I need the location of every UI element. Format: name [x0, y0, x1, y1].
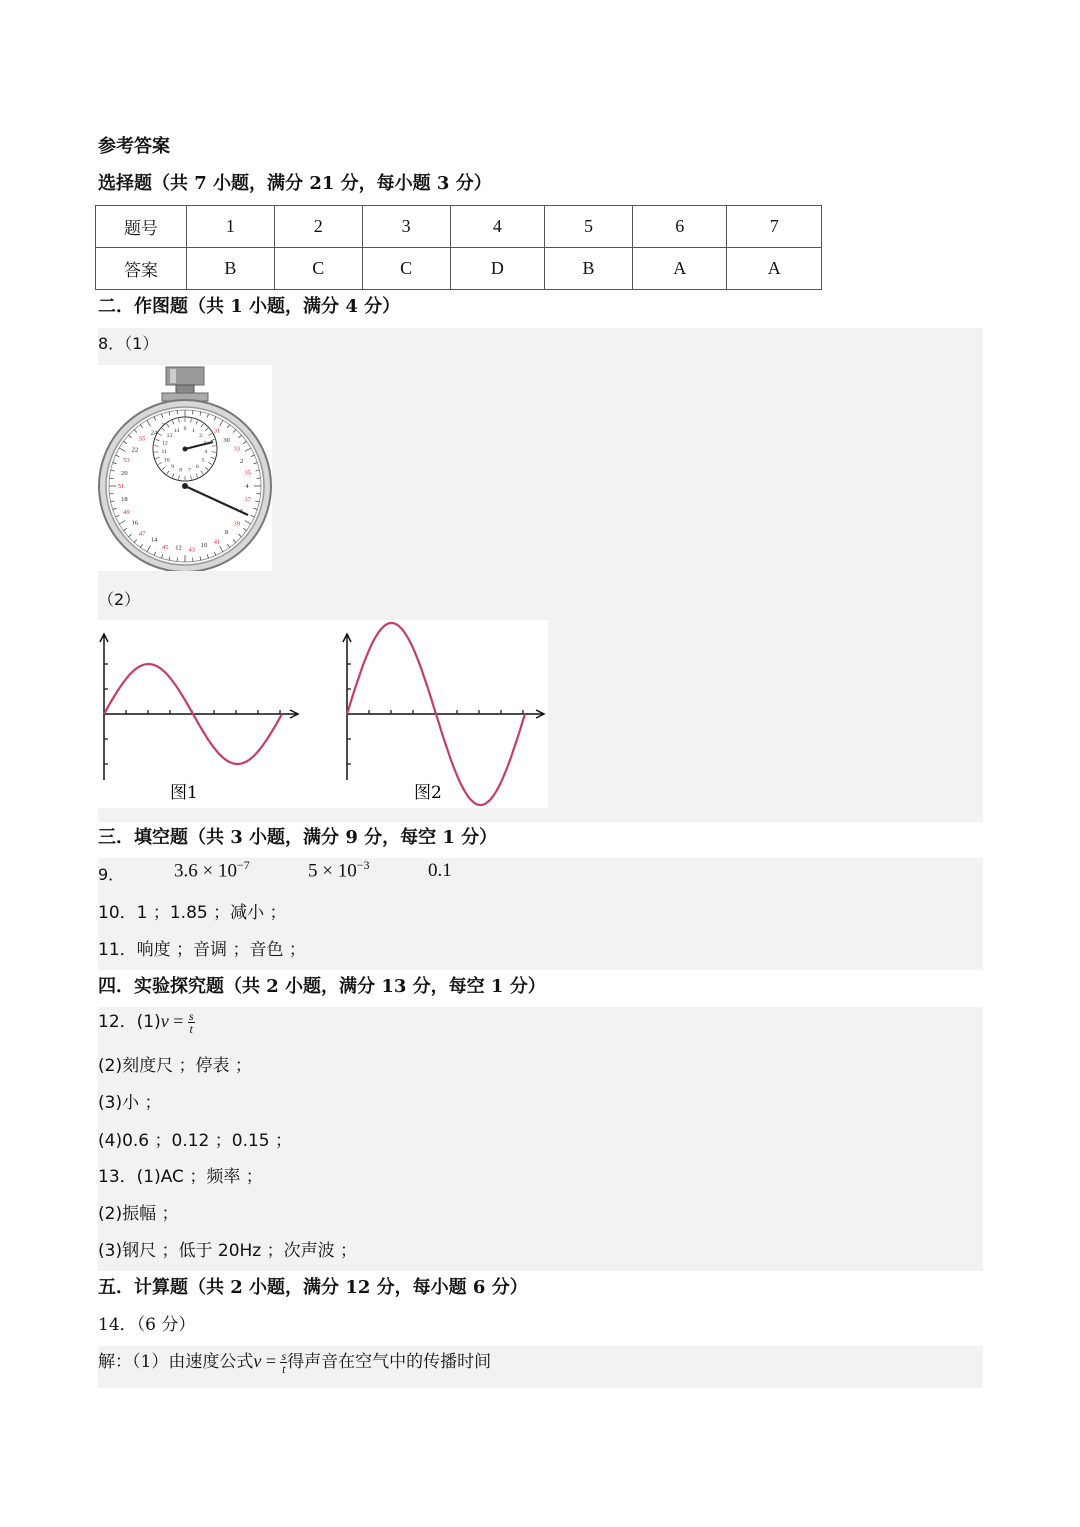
- inner-dial-label: 8: [179, 467, 183, 474]
- wave-figures: [98, 620, 548, 808]
- q14-var: v: [253, 1351, 262, 1371]
- dial-seconds-label: 35: [244, 469, 251, 477]
- dial-seconds-label: 33: [233, 445, 241, 453]
- table-header-cell: 答案: [96, 248, 187, 290]
- inner-dial-label: 2: [199, 432, 202, 439]
- table-row: [96, 248, 822, 290]
- q9-answer-2: [308, 858, 370, 882]
- section-drawing-title: 二．作图题（共 1 小题，满分 4 分）: [98, 296, 401, 317]
- dial-seconds-label: 45: [161, 543, 169, 551]
- table-cell: C: [362, 248, 450, 290]
- figure1-caption: 图1: [170, 783, 198, 803]
- dial-seconds-label: 49: [123, 509, 130, 517]
- dial-minor-label: 24: [150, 429, 158, 437]
- q8-label: 8．（1）: [98, 334, 159, 353]
- inner-dial-label: 7: [187, 467, 191, 474]
- q12-prefix: 12．(1): [98, 1012, 161, 1032]
- q9-answer-1: [174, 858, 250, 882]
- table-cell: 7: [727, 206, 822, 248]
- q14-eq: =: [261, 1351, 281, 1371]
- q14-prefix: 解：（1）由速度公式: [98, 1352, 254, 1372]
- dial-minor-label: 20: [121, 470, 128, 478]
- q8-part2-label: （2）: [98, 590, 141, 609]
- q12-2-answer: (2)刻度尺 ；停表 ；: [98, 1056, 252, 1076]
- dial-seconds-label: 51: [117, 483, 125, 490]
- inner-dial-label: 0: [183, 426, 187, 432]
- dial-minor-label: 16: [131, 519, 139, 527]
- q11-answer: 11．响度 ；音调 ；音色 ；: [98, 940, 306, 960]
- inner-dial-label: 13: [166, 432, 173, 439]
- section-calc-title: 五．计算题（共 2 小题，满分 12 分，每小题 6 分）: [98, 1277, 528, 1298]
- dial-minor-label: 10: [200, 541, 208, 549]
- q14-num: s: [281, 1349, 287, 1363]
- dial-minor-label: 12: [175, 544, 182, 552]
- dial-minor-label: 18: [121, 495, 128, 503]
- table-cell: D: [450, 248, 545, 290]
- dial-minor-label: 2: [240, 457, 244, 465]
- table-cell: 1: [187, 206, 275, 248]
- q9-a2-exp: −3: [356, 858, 370, 872]
- table-cell: B: [187, 248, 275, 290]
- section-fill-title: 三．填空题（共 3 小题，满分 9 分，每空 1 分）: [98, 827, 498, 848]
- dial-seconds-label: 43: [188, 546, 195, 554]
- q9-answer-3: 0.1: [428, 860, 452, 881]
- table-cell: 5: [545, 206, 633, 248]
- stopwatch-figure: [98, 365, 272, 571]
- dial-seconds-label: 37: [244, 496, 251, 504]
- q9-a1-exp: −7: [236, 858, 250, 872]
- q14-label: 14．（6 分）: [98, 1315, 196, 1335]
- q14-solution: [98, 1347, 491, 1375]
- q10-answer: 10．1 ；1.85 ；减小 ；: [98, 903, 287, 923]
- table-header-cell: 题号: [96, 206, 187, 248]
- q14-suffix: 得声音在空气中的传播时间: [287, 1352, 492, 1372]
- inner-dial-label: 14: [173, 427, 180, 434]
- section-choice-title: 选择题（共 7 小题，满分 21 分，每小题 3 分）: [98, 173, 492, 194]
- section-experiment-title: 四．实验探究题（共 2 小题，满分 13 分，每空 1 分）: [98, 976, 546, 997]
- q12-eq: =: [168, 1011, 188, 1031]
- dial-seconds-label: 47: [138, 530, 146, 538]
- table-cell: B: [545, 248, 633, 290]
- inner-dial-label: 10: [164, 457, 170, 464]
- dial-minor-label: 22: [131, 446, 139, 454]
- q9-a2-base: 5 × 10: [308, 860, 357, 882]
- dial-seconds-label: 55: [138, 435, 146, 443]
- q12-var: v: [160, 1011, 169, 1031]
- table-cell: A: [632, 248, 727, 290]
- dial-minor-label: 8: [224, 529, 229, 537]
- q12-3-answer: (3)小 ；: [98, 1093, 162, 1113]
- dial-seconds-label: 31: [213, 427, 221, 435]
- inner-dial-label: 11: [161, 449, 167, 456]
- q12-1-answer: [98, 1007, 195, 1035]
- table-cell: C: [274, 248, 362, 290]
- page-heading: 参考答案: [98, 136, 170, 157]
- q12-4-answer: (4)0.6 ；0.12 ；0.15 ；: [98, 1131, 293, 1151]
- q9-label: 9．: [98, 865, 125, 884]
- dial-seconds-label: 53: [123, 456, 130, 464]
- q13-1-answer: 13．(1)AC ；频率 ；: [98, 1167, 263, 1187]
- dial-minor-label: 14: [150, 536, 158, 544]
- q12-den: t: [189, 1021, 193, 1036]
- table-cell: A: [727, 248, 822, 290]
- inner-dial-label: 12: [162, 440, 168, 447]
- inner-dial-label: 6: [195, 463, 199, 470]
- table-row: [96, 206, 822, 248]
- inner-dial-label: 1: [192, 427, 195, 434]
- q12-num: s: [188, 1008, 194, 1023]
- inner-dial-label: 4: [204, 449, 208, 456]
- figure2-caption: 图2: [414, 783, 442, 803]
- q13-3-answer: (3)钢尺 ；低于 20Hz ；次声波 ；: [98, 1241, 358, 1261]
- inner-dial-label: 9: [171, 463, 175, 470]
- table-cell: 6: [632, 206, 727, 248]
- dial-minor-label: 4: [245, 483, 249, 490]
- table-cell: 4: [450, 206, 545, 248]
- table-cell: 3: [362, 206, 450, 248]
- dial-seconds-label: 41: [213, 538, 221, 546]
- answer-table: [95, 205, 822, 290]
- table-cell: 2: [274, 206, 362, 248]
- inner-dial-label: 5: [201, 457, 205, 464]
- q13-2-answer: (2)振幅 ；: [98, 1204, 179, 1224]
- q9-a1-base: 3.6 × 10: [174, 860, 237, 882]
- q12-fraction: [188, 1010, 195, 1035]
- dial-seconds-label: 39: [233, 520, 241, 528]
- q14-den: t: [282, 1362, 286, 1376]
- dial-minor-label: 30: [223, 436, 230, 444]
